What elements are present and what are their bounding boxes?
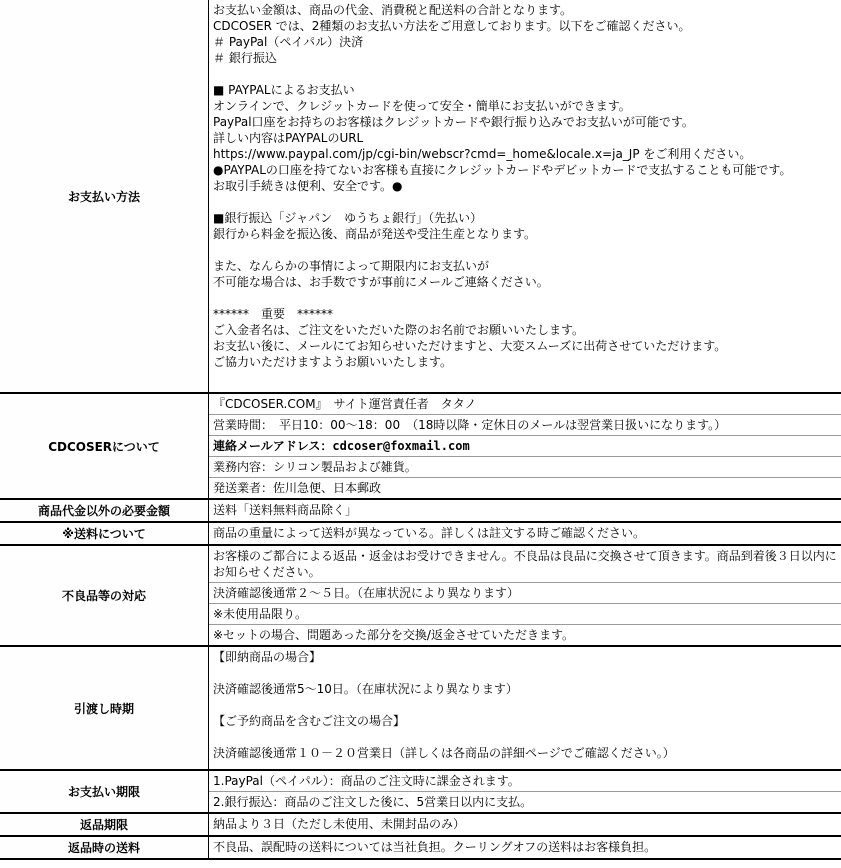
text-line: ＃ 銀行振込 — [213, 51, 277, 65]
row-content — [209, 0, 841, 393]
row-content — [209, 499, 841, 522]
text-line: 銀行から料金を振込後、商品が発送や受注生産となります。 — [213, 227, 537, 241]
content-cell — [209, 814, 841, 834]
text-line: 商品の重量によって送料が異なっている。詳しくは註文する時ご確認ください。 — [213, 526, 646, 540]
row-label: 商品代金以外の必要金額 — [0, 499, 209, 522]
content-cell — [209, 456, 841, 477]
row-label: ※送料について — [0, 522, 209, 545]
text-line: 決済確認後通常１０－２０営業日（詳しくは各商品の詳細ページでご確認ください。） — [213, 746, 675, 760]
table-row — [0, 522, 841, 545]
row-content — [209, 836, 841, 859]
content-cell — [209, 523, 841, 543]
content-cell — [209, 837, 841, 857]
row-content — [209, 813, 841, 836]
row-label: CDCOSERについて — [0, 393, 209, 499]
table-row — [0, 770, 841, 813]
text-line: ■ PAYPALによるお支払い — [213, 83, 355, 97]
blank-line — [213, 66, 837, 82]
text-line: 納品より３日（ただし未使用、未開封品のみ） — [213, 817, 466, 831]
text-line: ご入金者名は、ご注文をいただいた際のお名前でお願いいたします。 — [213, 323, 585, 337]
row-label: お支払い方法 — [0, 0, 209, 393]
row-label: 返品期限 — [0, 813, 209, 836]
row-content — [209, 770, 841, 813]
text-line: PayPal口座をお持ちのお客様はクレジットカードや銀行振り込みでお支払いが可能です。 — [213, 115, 694, 129]
text-line: 【ご予約商品を含むご注文の場合】 — [213, 714, 406, 728]
text-line: オンラインで、クレジットカードを使って安全・簡単にお支払いができます。 — [213, 99, 631, 113]
text-line: ※セットの場合、問題あった部分を交換/返金させていただきます。 — [213, 628, 575, 642]
text-line: お支払い後に、メールにてお知らせいただけますと、大変スムーズに出荷させていただけます。 — [213, 339, 727, 353]
table-row — [0, 836, 841, 859]
content-cell — [209, 647, 841, 769]
row-content — [209, 522, 841, 545]
text-line: 詳しい内容はPAYPALのURL — [213, 131, 364, 145]
row-label: 不良品等の対応 — [0, 545, 209, 646]
content-cell — [209, 603, 841, 624]
text-line: 決済確認後通常5～10日。（在庫状況により異なります） — [213, 682, 518, 696]
content-cell — [209, 477, 841, 498]
text-line: ※未使用品限り。 — [213, 607, 308, 621]
content-cell — [209, 435, 841, 456]
table-row — [0, 813, 841, 836]
text-line: CDCOSER では、2種類のお支払い方法をご用意しております。以下をご確認ください。 — [213, 19, 691, 33]
text-line: 【即納商品の場合】 — [213, 650, 322, 664]
blank-line — [213, 242, 837, 258]
text-line: 『CDCOSER.COM』 サイト運営責任者 タタノ — [213, 397, 477, 411]
text-line: 不可能な場合は、お手数ですが事前にメールご連絡ください。 — [213, 275, 549, 289]
row-content — [209, 545, 841, 646]
text-line: 1.PayPal（ペイパル）：商品のご注文時に課金されます。 — [213, 774, 520, 788]
text-line: 2.銀行振込：商品のご注文した後に、5営業日以内に支払。 — [213, 795, 533, 809]
text-line: 送料「送料無料商品除く」 — [213, 503, 358, 517]
text-line: 発送業者：佐川急便、日本郵政 — [213, 481, 382, 495]
table-row — [0, 393, 841, 499]
text-line: 連絡メールアドレス：cdcoser@foxmail.com — [213, 439, 470, 453]
content-cell — [209, 791, 841, 812]
text-line: ****** 重要 ****** — [213, 307, 334, 321]
text-line: 決済確認後通常２～５日。（在庫状況により異なります） — [213, 586, 520, 600]
blank-line — [213, 729, 837, 745]
content-cell — [209, 0, 841, 392]
table-row — [0, 0, 841, 393]
row-label: 引渡し時期 — [0, 646, 209, 770]
row-content — [209, 393, 841, 499]
row-label: 返品時の送料 — [0, 836, 209, 859]
row-label: お支払い期限 — [0, 770, 209, 813]
content-cell — [209, 394, 841, 414]
text-line: 不良品、誤配時の送料については当社負担。クーリングオフの送料はお客様負担。 — [213, 840, 657, 854]
text-line: お支払い金額は、商品の代金、消費税と配送料の合計となります。 — [213, 3, 573, 17]
content-cell — [209, 624, 841, 645]
text-line: また、なんらかの事情によって期限内にお支払いが — [213, 259, 490, 273]
content-cell — [209, 414, 841, 435]
blank-line — [213, 290, 837, 306]
blank-line — [213, 194, 837, 210]
row-content — [209, 646, 841, 770]
text-line: https://www.paypal.com/jp/cgi-bin/webscr?cmd=_home&locale.x=ja_JP をご利用ください。 — [213, 147, 752, 161]
blank-line — [213, 697, 837, 713]
text-line: ご協力いただけますようお願いいたします。 — [213, 355, 453, 369]
blank-line — [213, 665, 837, 681]
text-line: お客様のご都合による返品・返金はお受けできません。不良品は良品に交換させて頂きます。商品到着後３日以内にお知らせください。 — [213, 549, 837, 579]
table-row — [0, 499, 841, 522]
text-line: 業務内容：シリコン製品および雑貨。 — [213, 460, 417, 474]
text-line: お取引手続きは便利、安全です。● — [213, 179, 403, 193]
content-cell — [209, 771, 841, 791]
content-cell — [209, 500, 841, 520]
table-row — [0, 545, 841, 646]
text-line: ●PAYPALの口座を持てないお客様も直接にクレジットカードやデビットカードで支払することも可能です。 — [213, 163, 792, 177]
content-cell — [209, 546, 841, 582]
table-row — [0, 646, 841, 770]
text-line: 営業時間： 平日10：00～18：00 （18時以降・定休日のメールは翌営業日扱いになります。） — [213, 418, 727, 432]
content-cell — [209, 582, 841, 603]
text-line: ＃ PayPal（ペイパル）決済 — [213, 35, 364, 49]
text-line: ■銀行振込「ジャパン ゆうちょ銀行」（先払い） — [213, 211, 483, 225]
